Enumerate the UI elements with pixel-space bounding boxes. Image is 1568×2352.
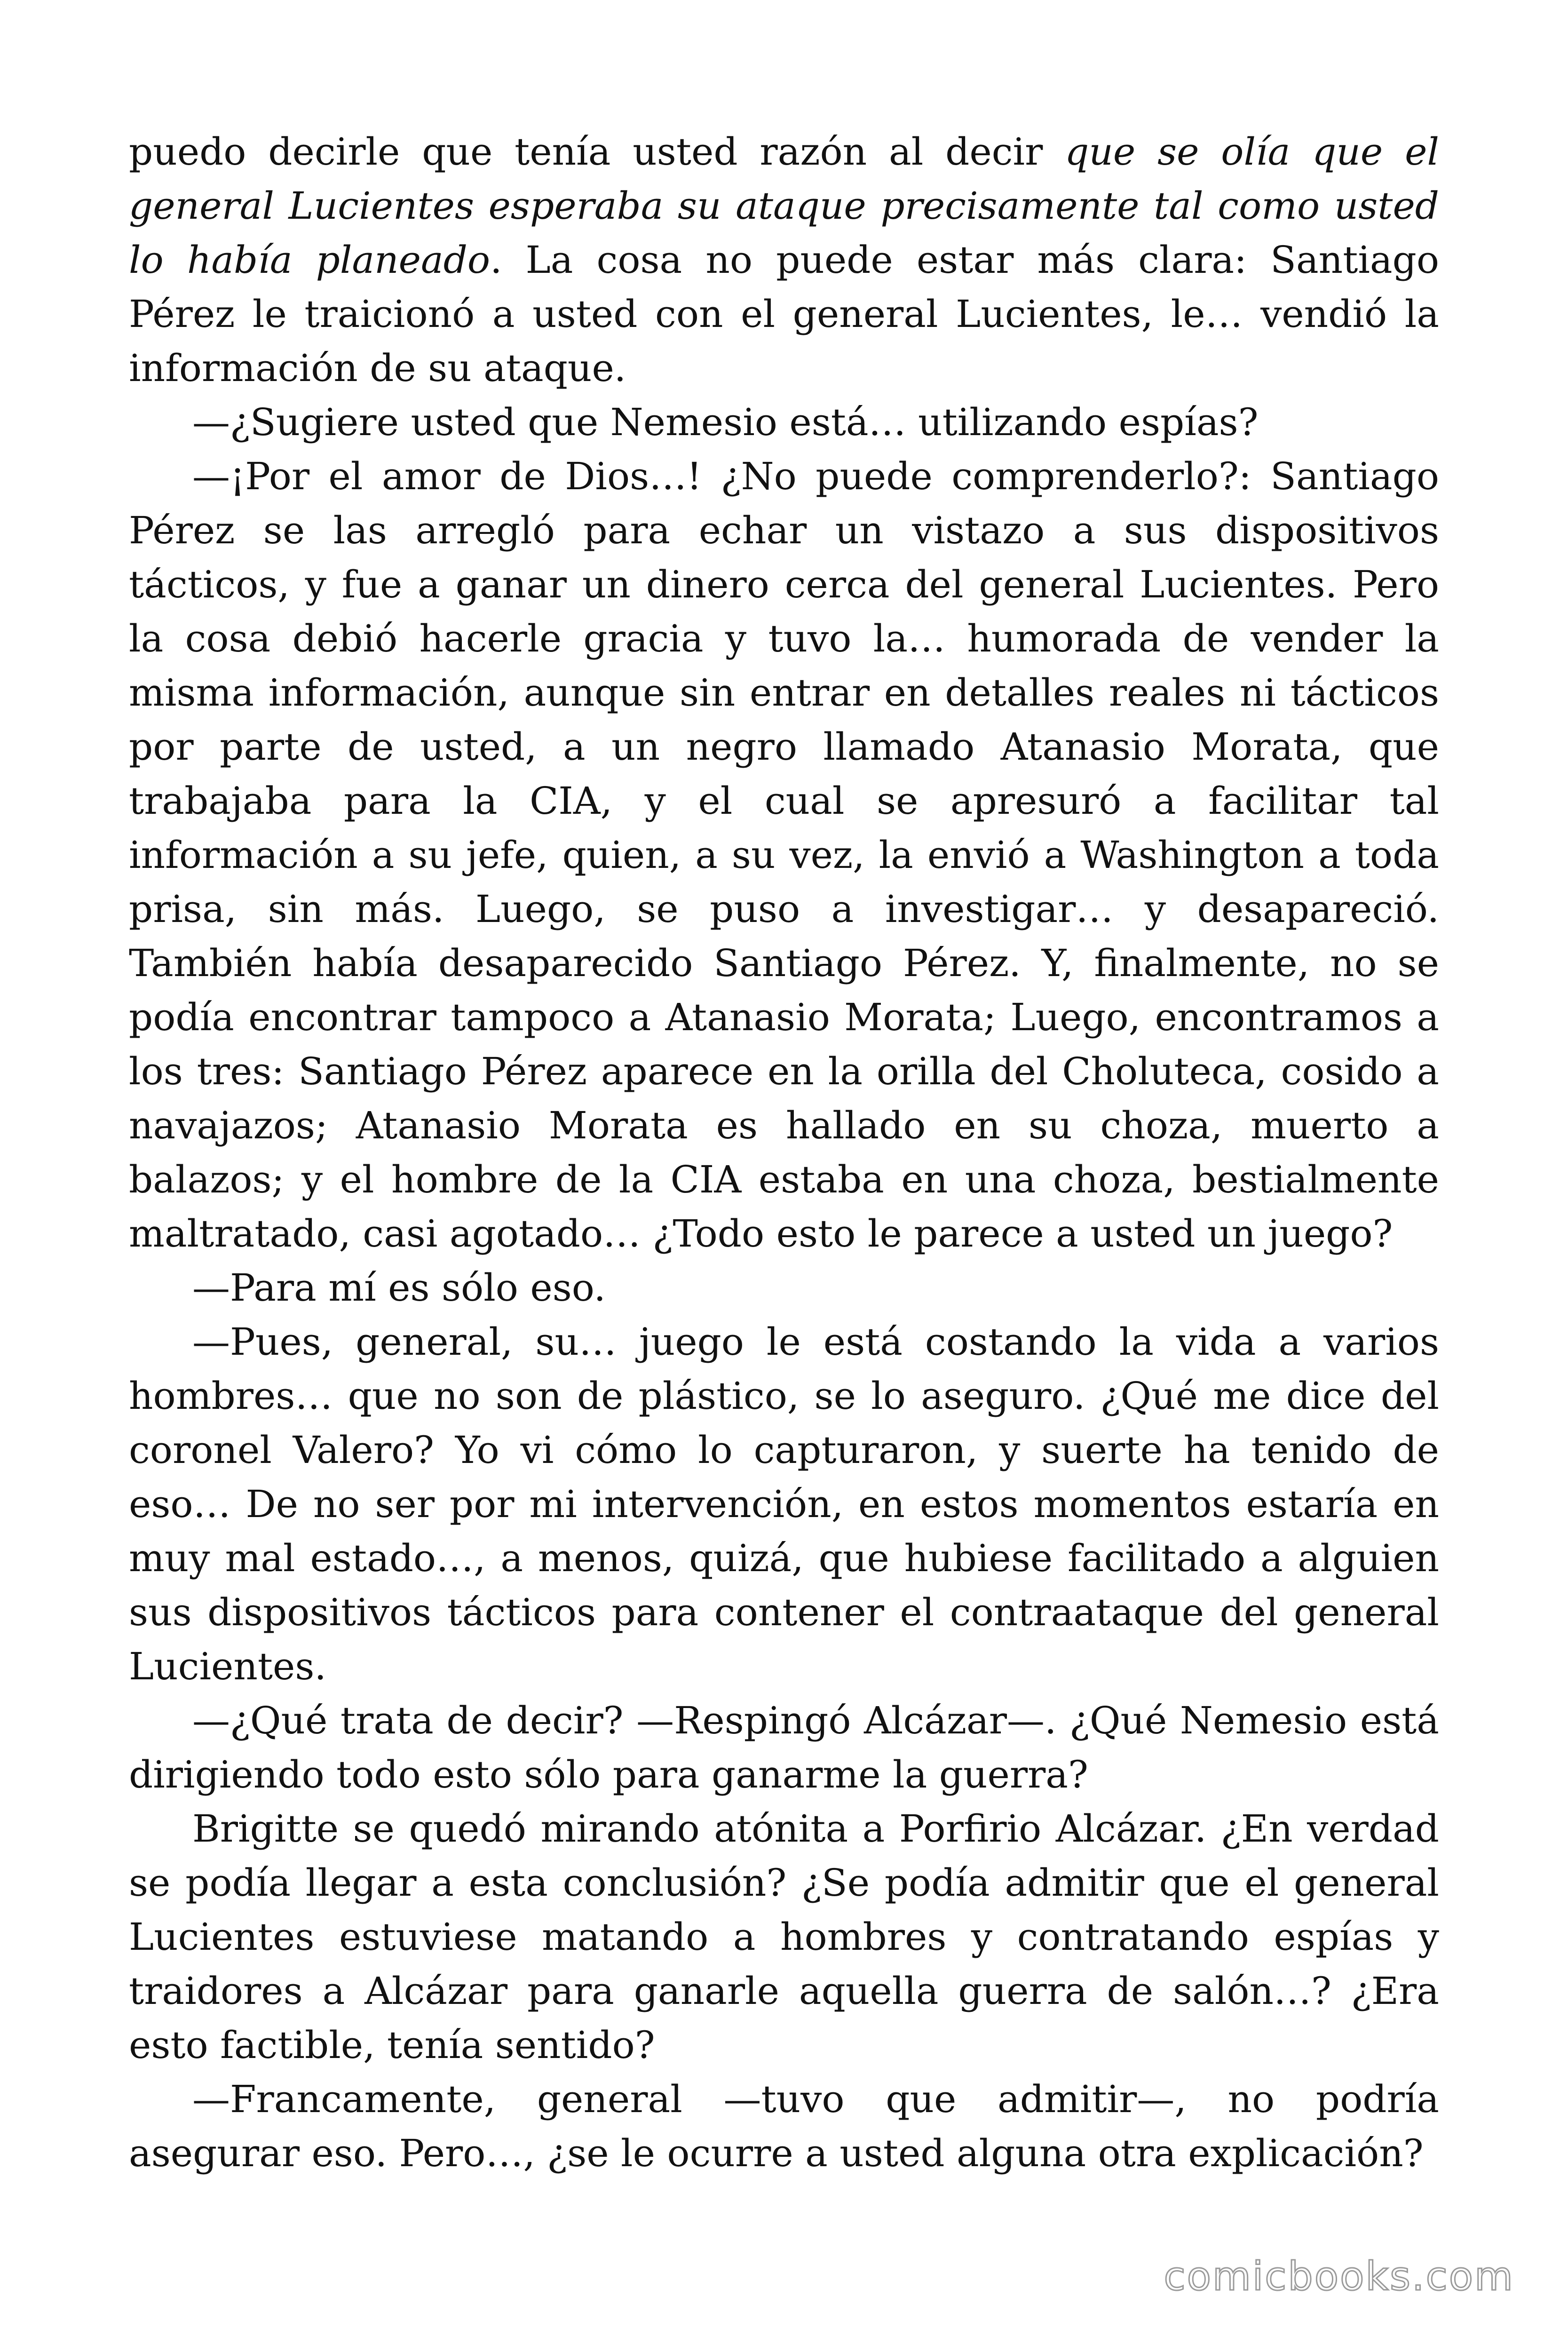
paragraph-1-end: . La cosa no puede estar más clara: Santiago Pérez le traicionó a usted con el general Lucientes, le… vendió la información de su ataque.: [129, 238, 1440, 390]
paragraph-1-start: puedo decirle que tenía usted razón al decir: [129, 130, 1065, 174]
paragraph-6: —¿Qué trata de decir? —Respingó Alcázar—. ¿Qué Nemesio está dirigiendo todo esto sólo para ganarme la guerra?: [129, 1699, 1439, 1796]
paragraph-7: Brigitte se quedó mirando atónita a Porfirio Alcázar. ¿En verdad se podía llegar a esta conclusión? ¿Se podía admitir que el general Lucientes estuviese matando a hombres y contratando espías y traidores a Alcázar para ganarle aquella guerra de salón…? ¿Era esto factible, tenía sentido?: [129, 1807, 1439, 2067]
paragraph-1: [129, 125, 1439, 395]
watermark: comicbooks.com: [1164, 2253, 1514, 2299]
page-body: [129, 125, 1439, 2180]
paragraph-2: —¿Sugiere usted que Nemesio está… utilizando espías?: [192, 400, 1259, 444]
paragraph-8: —Francamente, general —tuvo que admitir—, no podría asegurar eso. Pero…, ¿se le ocurre a usted alguna otra explicación?: [129, 2077, 1439, 2175]
paragraph-5: —Pues, general, su… juego le está costando la vida a varios hombres… que no son de plástico, se lo aseguro. ¿Qué me dice del coronel Valero? Yo vi cómo lo capturaron, y suerte ha tenido de eso… De no ser por mi intervención, en estos momentos estaría en muy mal estado…, a menos, quizá, que hubiese facilitado a alguien sus dispositivos tácticos para contener el contraataque del general Lucientes.: [129, 1320, 1439, 1688]
paragraph-3: —¡Por el amor de Dios…! ¿No puede comprenderlo?: Santiago Pérez se las arregló para echar un vistazo a sus dispositivos tácticos, y fue a ganar un dinero cerca del general Lucientes. Pero la cosa debió hacerle gracia y tuvo la… humorada de vender la misma información, aunque sin entrar en detalles reales ni tácticos por parte de usted, a un negro llamado Atanasio Morata, que trabajaba para la CIA, y el cual se apresuró a facilitar tal información a su jefe, quien, a su vez, la envió a Washington a toda prisa, sin más. Luego, se puso a investigar… y desapareció. También había desaparecido Santiago Pérez. Y, finalmente, no se podía encontrar tampoco a Atanasio Morata; Luego, encontramos a los tres: Santiago Pérez aparece en la orilla del Choluteca, cosido a navajazos; Atanasio Morata es hallado en su choza, muerto a balazos; y el hombre de la CIA estaba en una choza, bestialmente maltratado, casi agotado… ¿Todo esto le parece a usted un juego?: [129, 454, 1439, 1255]
paragraph-4: —Para mí es sólo eso.: [192, 1266, 606, 1310]
paragraph-1-italic-quote: que se olía que el general Lucientes esperaba su ataque precisamente tal como usted lo había planeado: [129, 130, 1440, 282]
